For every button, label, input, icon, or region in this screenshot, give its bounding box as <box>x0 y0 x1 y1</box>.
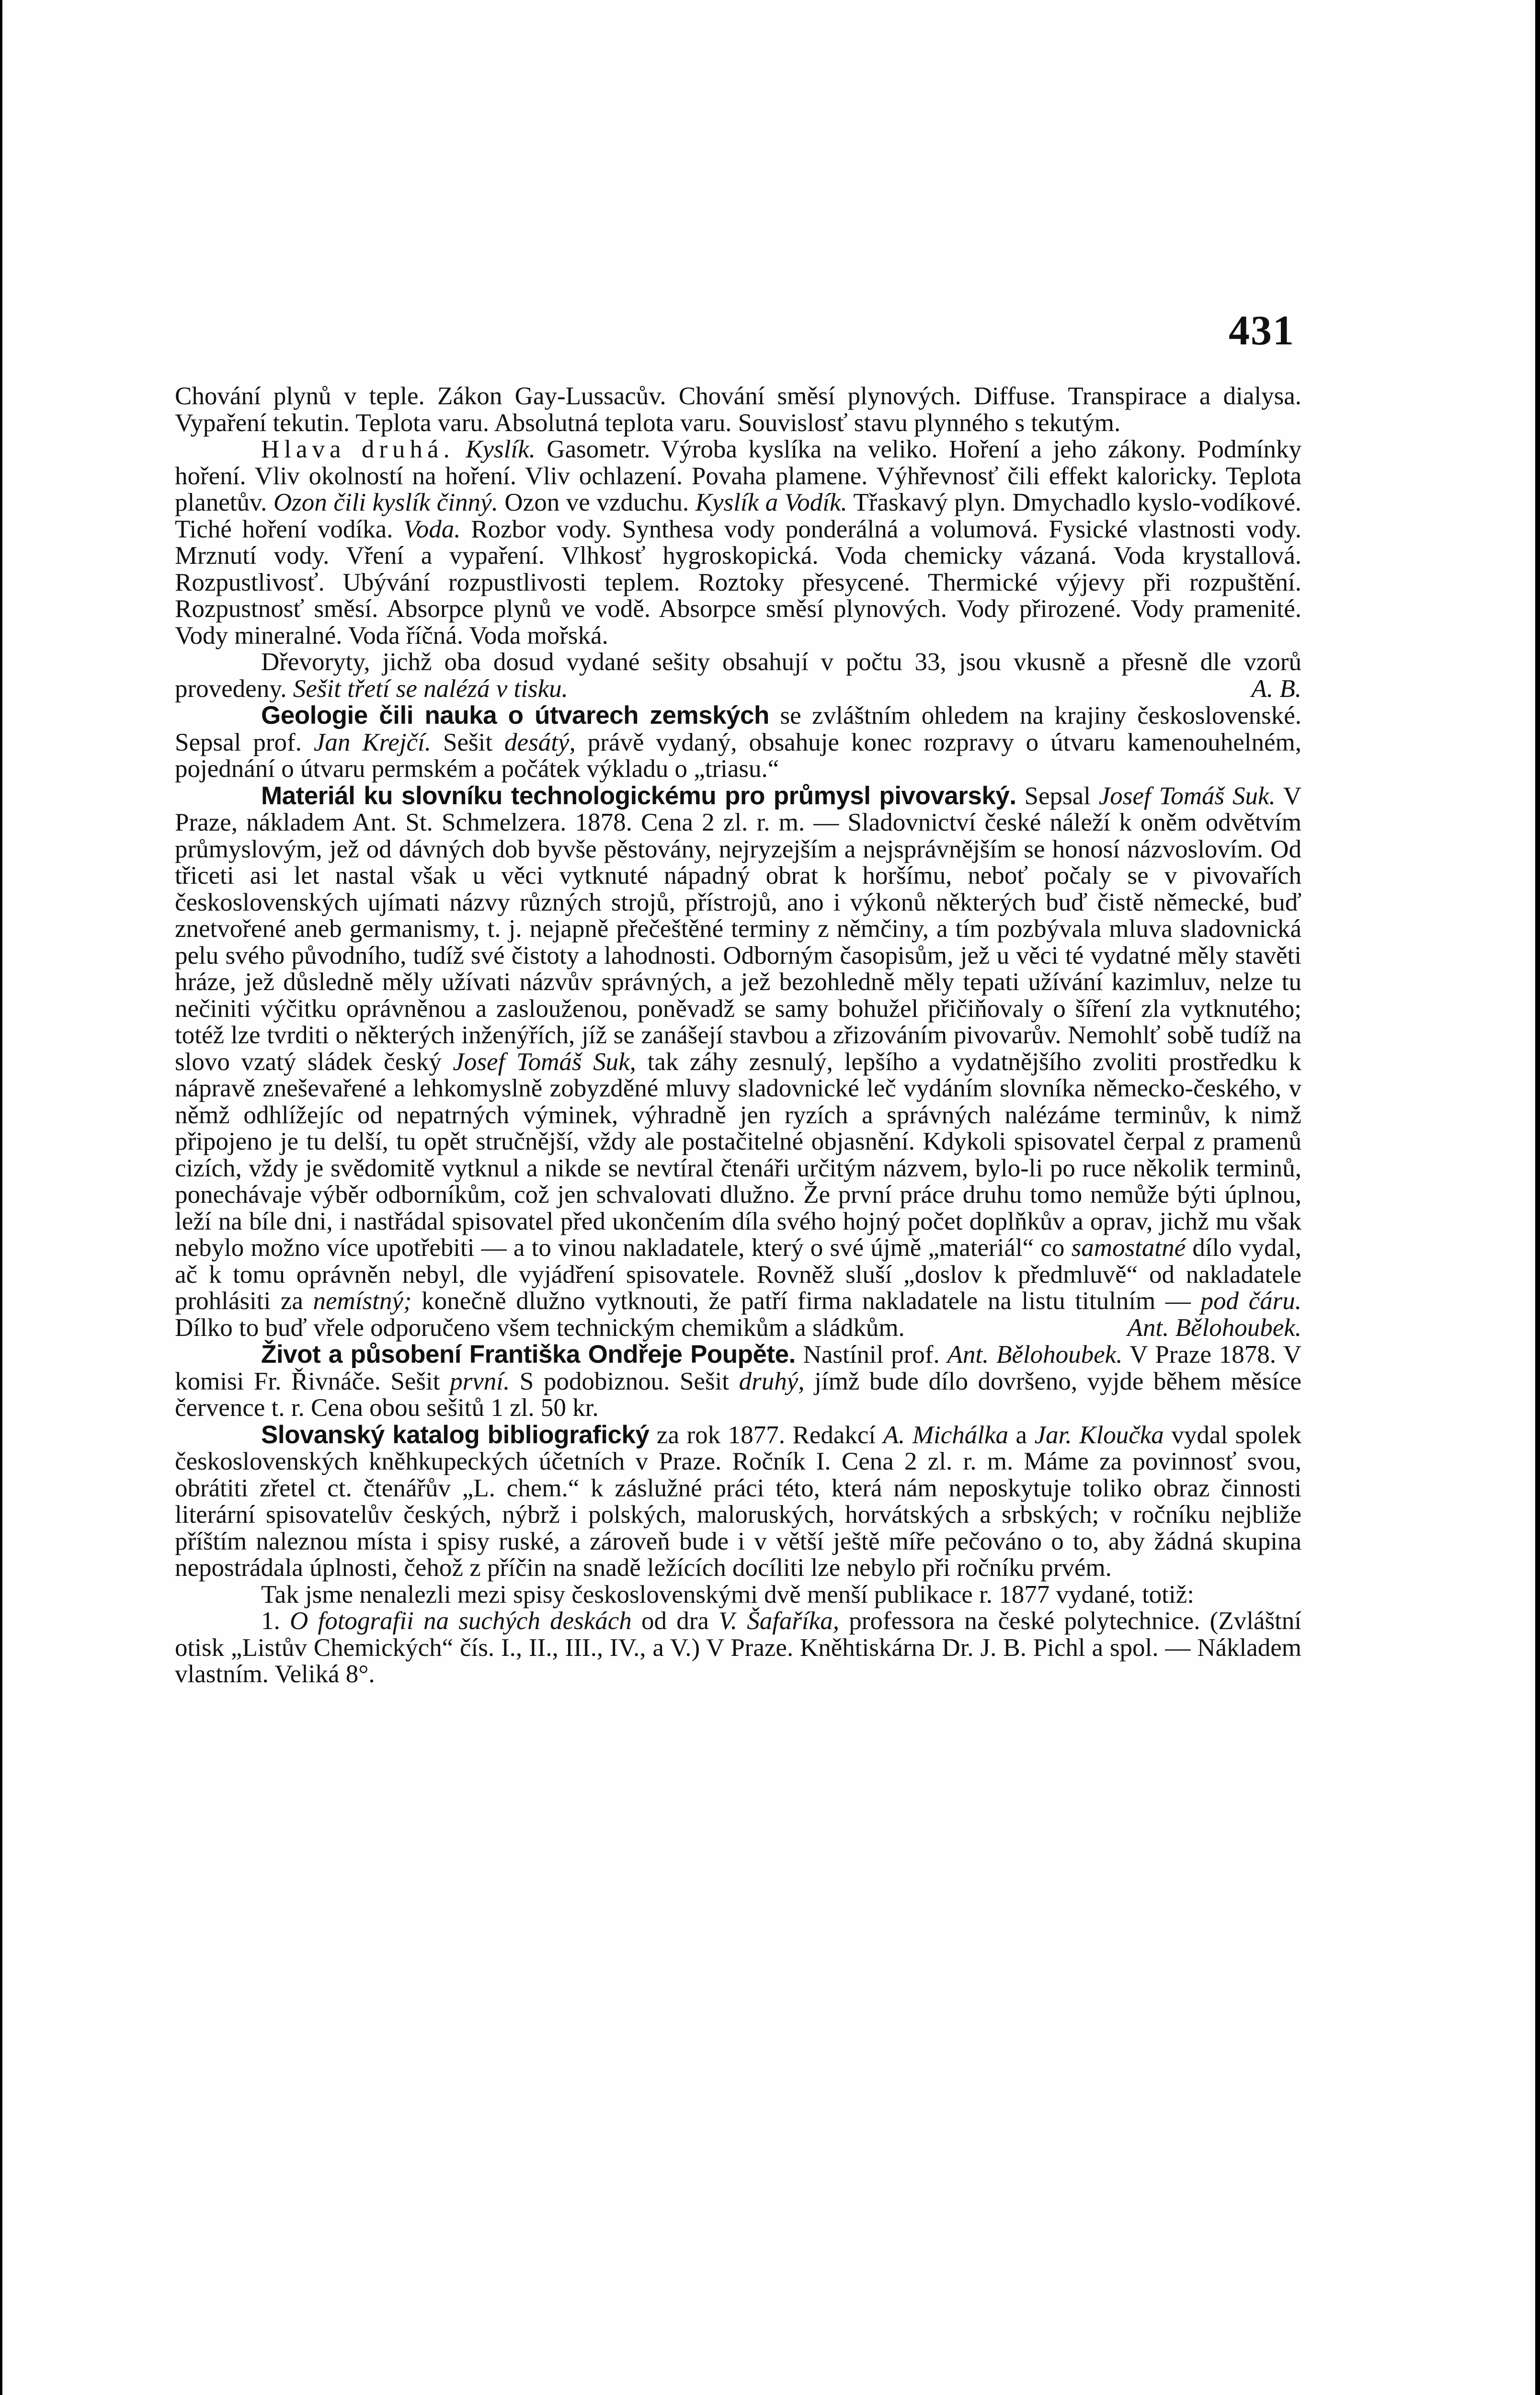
review-title: Život a působení Františka Ondřeje Poupěte. <box>261 1340 796 1369</box>
closing-item <box>175 1608 1301 1688</box>
signature: Ant. Bělohoubek. <box>1127 1313 1301 1342</box>
review-title: Materiál ku slovníku technologickému pro průmysl pivovarský. <box>261 781 1016 810</box>
author-name: Jan Krejčí. <box>313 728 432 756</box>
review-text: se zvláštním ohledem na krajiny československé. Sepsal prof. <box>175 702 1302 756</box>
hlava-text: Třaskavý plyn. Dmychadlo kyslo-vodíkové. Tiché hoření vodíka. <box>175 489 1302 543</box>
list-line: Transpirace a dialysa. Vypaření tekutin. Teplota varu. Absolutná teplota varu. <box>175 382 1302 437</box>
review-text: konečně dlužno vytknouti, že patří firma nakladatele na listu titulním — <box>422 1287 1191 1315</box>
item-number: 1. <box>261 1607 280 1635</box>
katalog-review <box>175 1422 1301 1582</box>
review-emph: druhý, <box>739 1367 805 1395</box>
page-number: 431 <box>1229 308 1295 354</box>
hlava-text: Ozon ve vzduchu. <box>504 489 689 516</box>
poupete-review <box>175 1341 1301 1422</box>
geologie-review <box>175 702 1301 783</box>
review-emph: první. <box>450 1367 510 1395</box>
review-text: V Praze 1878. V komisi Fr. Řivnáče. Sešit <box>175 1341 1302 1395</box>
drevoryty-text: Dřevoryty, jichž oba dosud vydané sešity obsahují v počtu 33, jsou vkusně a přesně dle vzorů provedeny. <box>175 648 1301 703</box>
author-name: A. Michálka <box>883 1421 1008 1449</box>
review-text: S podobiznou. Sešit <box>519 1367 730 1395</box>
drevoryty-note: Sešit třetí se nalézá v tisku. <box>293 674 568 703</box>
review-text: Sepsal <box>1024 782 1091 810</box>
item-text: professora na české polytechnice. (Zvláštní otisk „Listův Chemických“ čís. I., II., III., IV., a V.) V Praze. Kněhtiskárna Dr. J. B. Pichl a spol. — Nákladem vlastním. Veliká 8°. <box>175 1607 1302 1688</box>
signature: A. B. <box>1251 674 1301 703</box>
author-name: Josef Tomáš Suk, <box>453 1048 636 1076</box>
list-line: Souvislosť stavu plynného s tekutým. <box>738 409 1121 437</box>
item-text: od dra <box>641 1607 709 1635</box>
section-kyslik: Kyslík. <box>466 435 536 463</box>
material-review <box>175 783 1301 1342</box>
review-text: Sešit <box>443 728 493 756</box>
section-kyslik-vodik: Kyslík a Vodík. <box>695 489 847 516</box>
author-name: Jar. Kloučka <box>1034 1421 1164 1449</box>
list-line: Chování plynů v teple. Zákon Gay-Lussacův. Chování směsí plynových. Diffuse. <box>175 382 1056 410</box>
chapter-heading: Hlava druhá. <box>261 435 455 463</box>
author-name: Josef Tomáš Suk. <box>1098 782 1276 810</box>
review-text: za rok 1877. Redakcí <box>656 1421 876 1449</box>
review-title: Slovanský katalog bibliografický <box>261 1420 650 1449</box>
review-text: Nastínil prof. <box>803 1341 940 1369</box>
review-text: vydal spolek československých kněhkupeckých účetních v Praze. Ročník I. Cena 2 zl. r. m. Máme za povinnosť svou, obrátiti zřetel ct. čtenářův „L. chem.“ k záslužné práci této, která nám neposkytuje toliko obraz činnosti literární spisovatelův českých, nýbrž i polských, maloruských, horvátských a srbských; v ročníku nejbliže příštím naleznou místa i spisy ruské, a zároveň bude i v větší ještě míře pečováno o to, aby žádná skupina nepostrádala úplnosti, čehož z příčin na snadě ležících docíliti lze nebylo při ročníku prvém. <box>175 1421 1302 1582</box>
body-text <box>175 383 1301 1688</box>
review-text: dílo vydal, ač k tomu oprávněn nebyl, dle vyjádření spisovatele. Rovněž sluší „doslov k předmluvě“ od nakladatele prohlásiti za <box>175 1234 1301 1315</box>
drevoryty-paragraph <box>175 649 1301 702</box>
closing-intro: Tak jsme nenalezli mezi spisy československými dvě menší publikace r. 1877 vydané, totiž: <box>261 1580 1195 1608</box>
review-text: tak záhy zesnulý, lepšího a vydatnějšího zvoliti prostředku k nápravě zneševařené a lehkomyslně zobyzděné mluvy sladovnické leč vydáním slovníka německo-českého, v němž odhlížejíc od nepatrných výminek, výhradně jen ryzích a správných nalézáme terminův, k nimž připojeno je tu delší, tu opět stručnější, vždy ale postačitelné objasnění. Kdykoli spisovatel čerpal z pramenů cizích, vždy je svědomitě vytknul a nikde se nevtíral čtenáři určitým názvem, bylo-li po ruce několik terminů, ponechávaje výběr odborníkům, což jen schvalovati dlužno. Že první práce druhu tomo nemůže býti úplnou, leží na bíle dni, i nastřádal spisovatel před ukončením díla svého hojný počet doplňkův a oprav, jichž mu však nebylo možno více upotřebiti — a to vinou nakladatele, který o své újmě „materiál“ co <box>175 1048 1302 1262</box>
review-text: Dílko to buď vřele odporučeno všem technickým chemikům a sládkům. <box>175 1313 905 1342</box>
chapter-list <box>175 383 1301 436</box>
review-text: V Praze, nákladem Ant. St. Schmelzera. 1878. Cena 2 zl. r. m. — Sladovnictví české náleží k oněm odvětvím průmyslovým, jež od dávných dob byvše pěstovány, nejryzejším a nejsprávnějším se honosí názvoslovím. Od třiceti asi let nastal však u věci vytknuté nápadný obrat k horšímu, neboť počaly se v pivovařích československých ujímati názvy různých strojů, přístrojů, ano i výkonů některých buď čistě německé, buď znetvořené aneb germanismy, t. j. nejapně přečeštěné terminy z němčiny, a tím pozbývala mluva sladovnická pelu svého původního, tudíž své čistoty a lahodnosti. Odborným časopisům, jež u věci té vydatné měly stavěti hráze, jež důsledně měly užívati názvův správných, a jež bezohledně měly tepati užívání kazimluv, nelze tu nečiniti výčitku oprávněnou a zaslouženou, poněvadž se samy bohužel přičiňovaly o šíření zla vytknutého; totéž lze tvrditi o některých inženýřích, jíž se zanášejí stavbou a zřizováním pivovarův. Nemohlť sobě tudíž na slovo vzatý sládek český <box>175 782 1302 1076</box>
review-emph: samostatné <box>1071 1234 1186 1262</box>
section-ozon: Ozon čili kyslík činný. <box>273 489 498 516</box>
section-voda: Voda. <box>403 515 461 543</box>
review-text: a <box>1015 1421 1027 1449</box>
review-text: jímž bude dílo dovršeno, vyjde během měsíce července t. r. Cena obou sešitů 1 zl. 50 kr. <box>175 1367 1302 1422</box>
hlava-druha <box>175 436 1301 649</box>
review-title: Geologie čili nauka o útvarech zemských <box>261 701 769 730</box>
page <box>2 0 1535 2395</box>
hlava-text: Gasometr. Výroba kyslíka na veliko. Hoření a jeho zákony. Podmínky hoření. Vliv okolností na hoření. Vliv ochlazení. Povaha plamene. Výhřevnosť čili effekt kaloricky. Teplota planetův. <box>175 435 1301 516</box>
review-emph: pod čáru. <box>1200 1287 1301 1315</box>
review-emph: desátý, <box>504 728 576 756</box>
author-name: V. Šafaříka, <box>719 1607 840 1635</box>
item-title: O fotografii na suchých deskách <box>289 1607 632 1635</box>
hlava-text: Rozbor vody. Synthesa vody ponderálná a volumová. Fysické vlastnosti vody. Mrznutí vody. Vření a vypaření. Vlhkosť hygroskopická. Voda chemicky vázaná. Voda krystallová. Rozpustlivosť. Ubývání rozpustlivosti teplem. Roztoky přesycené. Thermické výjevy při rozpuštění. Rozpustnosť směsí. Absorpce plynů ve vodě. Absorpce směsí plynových. Vody přirozené. Vody pramenité. Vody mineralné. Voda říčná. Voda mořská. <box>175 515 1302 650</box>
author-name: Ant. Bělohoubek. <box>947 1341 1123 1369</box>
review-text: právě vydaný, obsahuje konec rozpravy o útvaru kamenouhelném, pojednání o útvaru permském a počátek výkladu o „triasu.“ <box>175 728 1301 783</box>
review-emph: nemístný; <box>313 1287 412 1315</box>
